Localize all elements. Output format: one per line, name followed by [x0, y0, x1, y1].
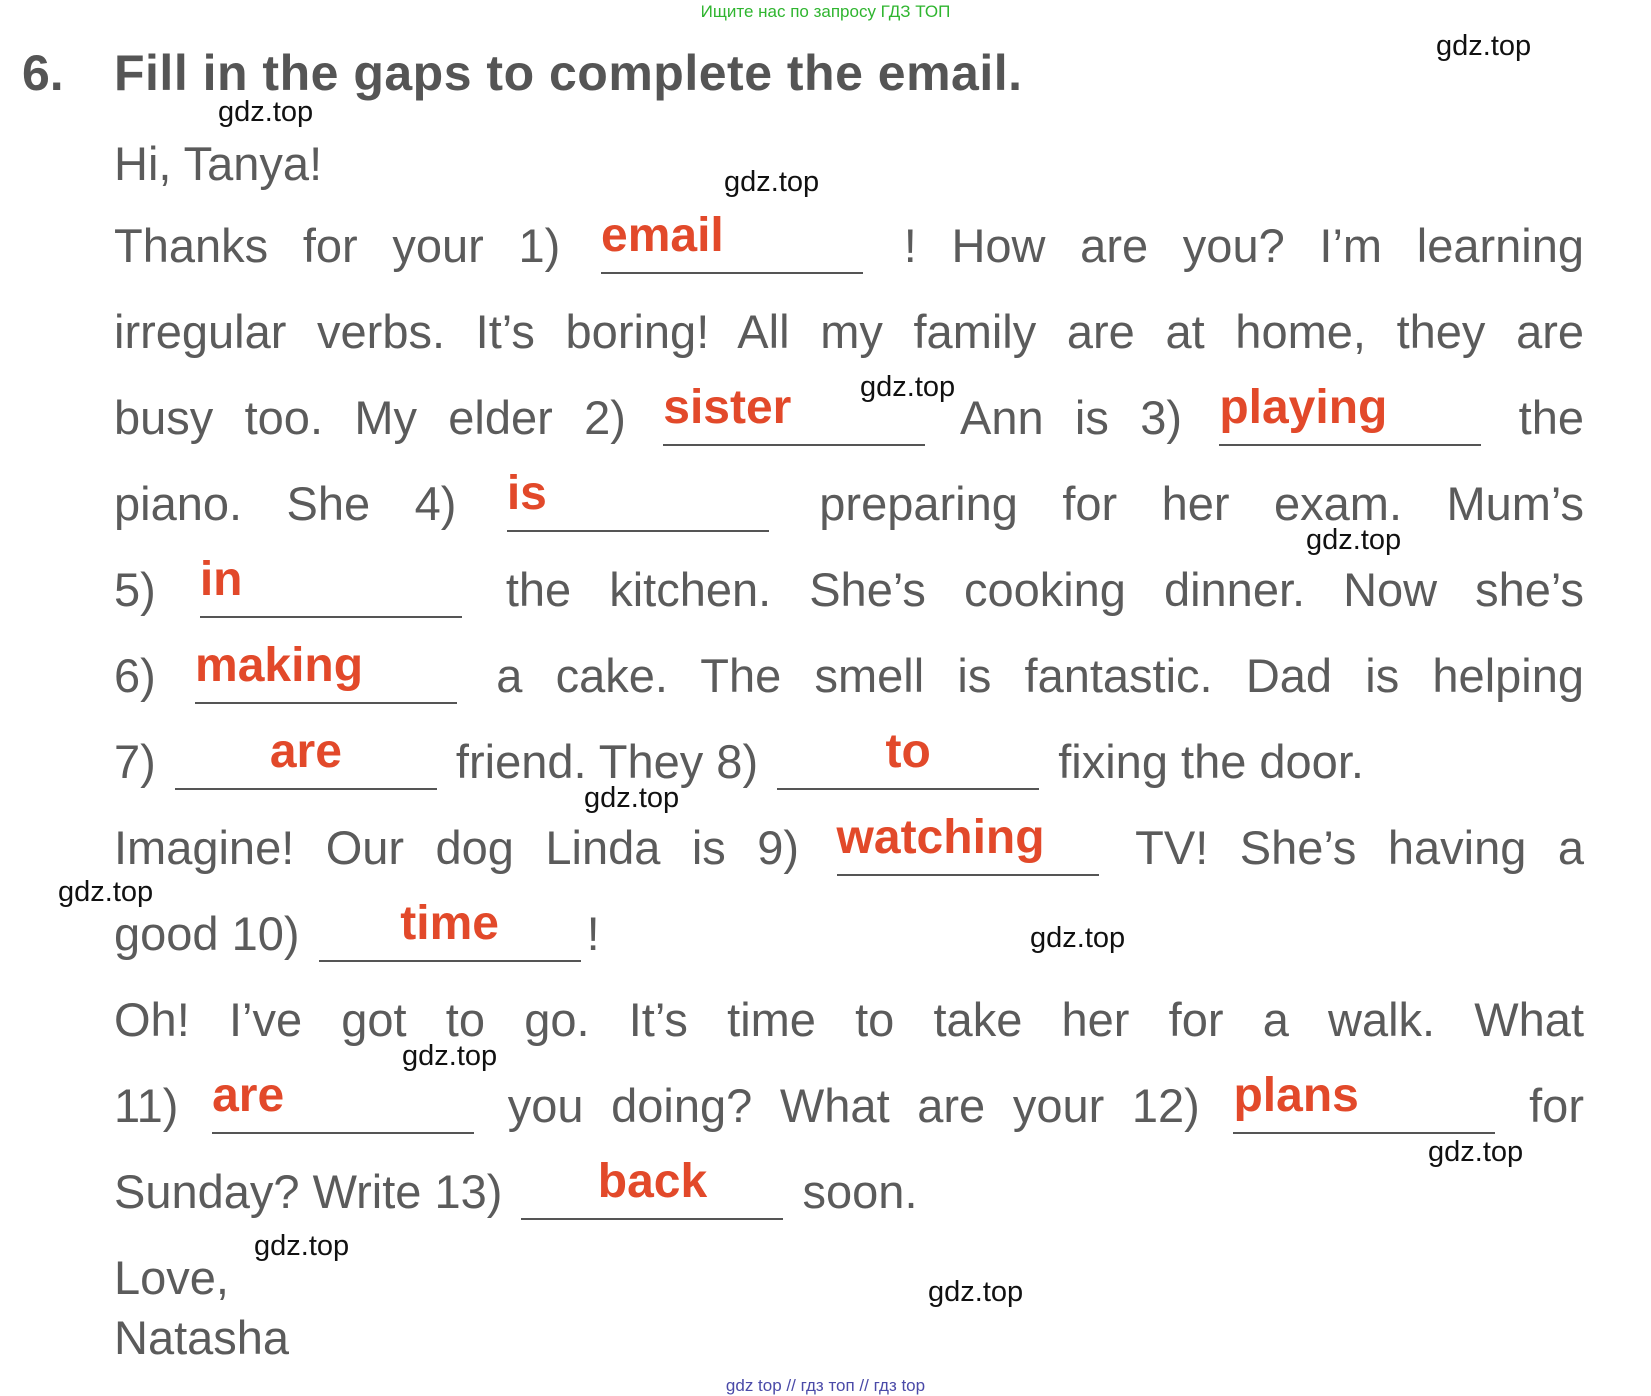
email-line-9: good 10) time !: [114, 897, 600, 960]
gap-5: [199, 553, 462, 618]
gap-4: [506, 467, 769, 532]
email-line-10: Oh! I’ve got to go. It’s time to take her for a walk. What: [114, 993, 1584, 1046]
email-line-7: 7) are friend. They 8) to fixing the door.: [114, 725, 1364, 788]
answer-10: time: [400, 897, 499, 950]
answer-13: back: [597, 1155, 708, 1208]
exercise-heading: Fill in the gaps to complete the email.: [114, 45, 1023, 101]
watermark: gdz.top: [218, 96, 314, 128]
watermark: gdz.top: [58, 876, 154, 908]
answer-8: to: [885, 725, 931, 778]
gap-2: [663, 381, 925, 446]
watermark: gdz.top: [928, 1276, 1024, 1308]
answer-7: are: [269, 725, 342, 778]
email-line-5: 5) in the kitchen. She’s cooking dinner. Now she’s: [114, 553, 1585, 616]
watermark: gdz.top: [254, 1230, 350, 1262]
gap-13: [521, 1155, 783, 1220]
watermark: gdz.top: [860, 371, 956, 403]
gap-6: [195, 639, 457, 704]
watermark: gdz.top: [584, 782, 680, 814]
gap-7: [175, 725, 437, 790]
answer-6: making: [195, 639, 364, 692]
answer-12: plans: [1233, 1069, 1359, 1122]
watermark: gdz.top: [402, 1040, 498, 1072]
email-line-8: Imagine! Our dog Linda is 9) watching TV! She’s having a: [114, 811, 1584, 874]
email-line-3: busy too. My elder 2) sister Ann is 3) playing the: [114, 381, 1584, 444]
watermark: gdz.top: [1306, 524, 1402, 556]
gap-3: [1219, 381, 1481, 446]
watermark: gdz.top: [1428, 1136, 1524, 1168]
email-line-11: 11) are you doing? What are your 12) plans for: [114, 1069, 1584, 1132]
email-line-6: 6) making a cake. The smell is fantastic. Dad is helping: [114, 639, 1585, 702]
email-line-1: Thanks for your 1) email ! How are you? I’m learning: [114, 209, 1584, 272]
top-banner: Ищите нас по запросу ГДЗ ТОП: [700, 2, 951, 21]
answer-5: in: [199, 553, 243, 606]
email-greeting: Hi, Tanya!: [114, 137, 323, 190]
answer-9: watching: [836, 811, 1045, 864]
answer-11: are: [212, 1069, 285, 1122]
answer-4: is: [506, 467, 547, 520]
email-closing: Love,: [114, 1251, 229, 1304]
email-signature: Natasha: [114, 1311, 290, 1364]
answer-2: sister: [663, 381, 792, 434]
watermark: gdz.top: [724, 166, 820, 198]
gap-11: [212, 1069, 474, 1134]
answer-3: playing: [1219, 381, 1388, 434]
gap-12: [1233, 1069, 1495, 1134]
gap-9: [836, 811, 1099, 876]
email-line-2: irregular verbs. It’s boring! All my family are at home, they are: [114, 305, 1584, 358]
watermark: gdz.top: [1436, 30, 1532, 62]
email-line-12: Sunday? Write 13) back soon.: [114, 1155, 918, 1218]
watermark: gdz.top: [1030, 922, 1126, 954]
gap-8: [777, 725, 1039, 790]
email-line-4: piano. She 4) is preparing for her exam. Mum’s: [114, 467, 1584, 530]
exercise-number: 6.: [22, 45, 64, 101]
gap-1: [601, 209, 863, 274]
bottom-banner: gdz top // гдз топ // гдз top: [725, 1376, 926, 1395]
answer-1: email: [601, 209, 724, 262]
